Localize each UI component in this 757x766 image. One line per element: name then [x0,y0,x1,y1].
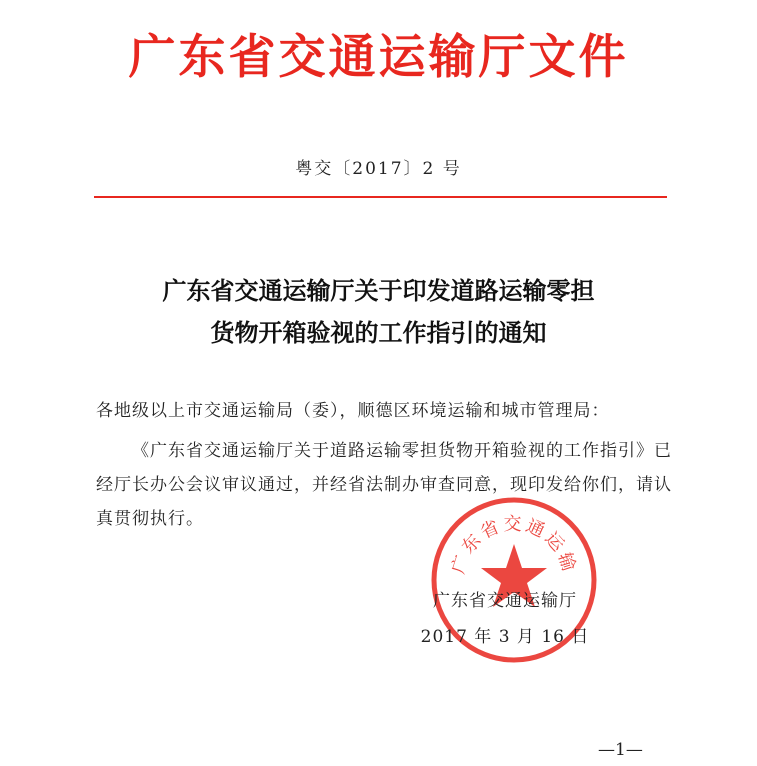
document-header-title: 广东省交通运输厅文件 [128,30,629,85]
notice-title [0,270,757,354]
body-paragraph: 《广东省交通运输厅关于道路运输零担货物开箱验视的工作指引》已经厅长办公会议审议通过，并经省法制办审查同意，现印发给你们，请认真贯彻执行。 [96,441,672,529]
document-number: 粤交〔2017〕2 号 [295,159,462,179]
notice-title-line2: 货物开箱验视的工作指引的通知 [210,318,547,347]
svg-text:广东省交通运输: 广东省交通运输 [447,514,581,577]
issue-date: 2017 年 3 月 16 日 [420,627,590,647]
issuer-signature: 广东省交通运输厅 [433,591,577,611]
red-separator-line [94,196,667,198]
notice-title-line1: 广东省交通运输厅关于印发道路运输零担 [162,276,595,305]
addressee: 各地级以上市交通运输局（委），顺德区环境运输和城市管理局： [96,401,610,421]
page-number: —1— [598,740,643,760]
